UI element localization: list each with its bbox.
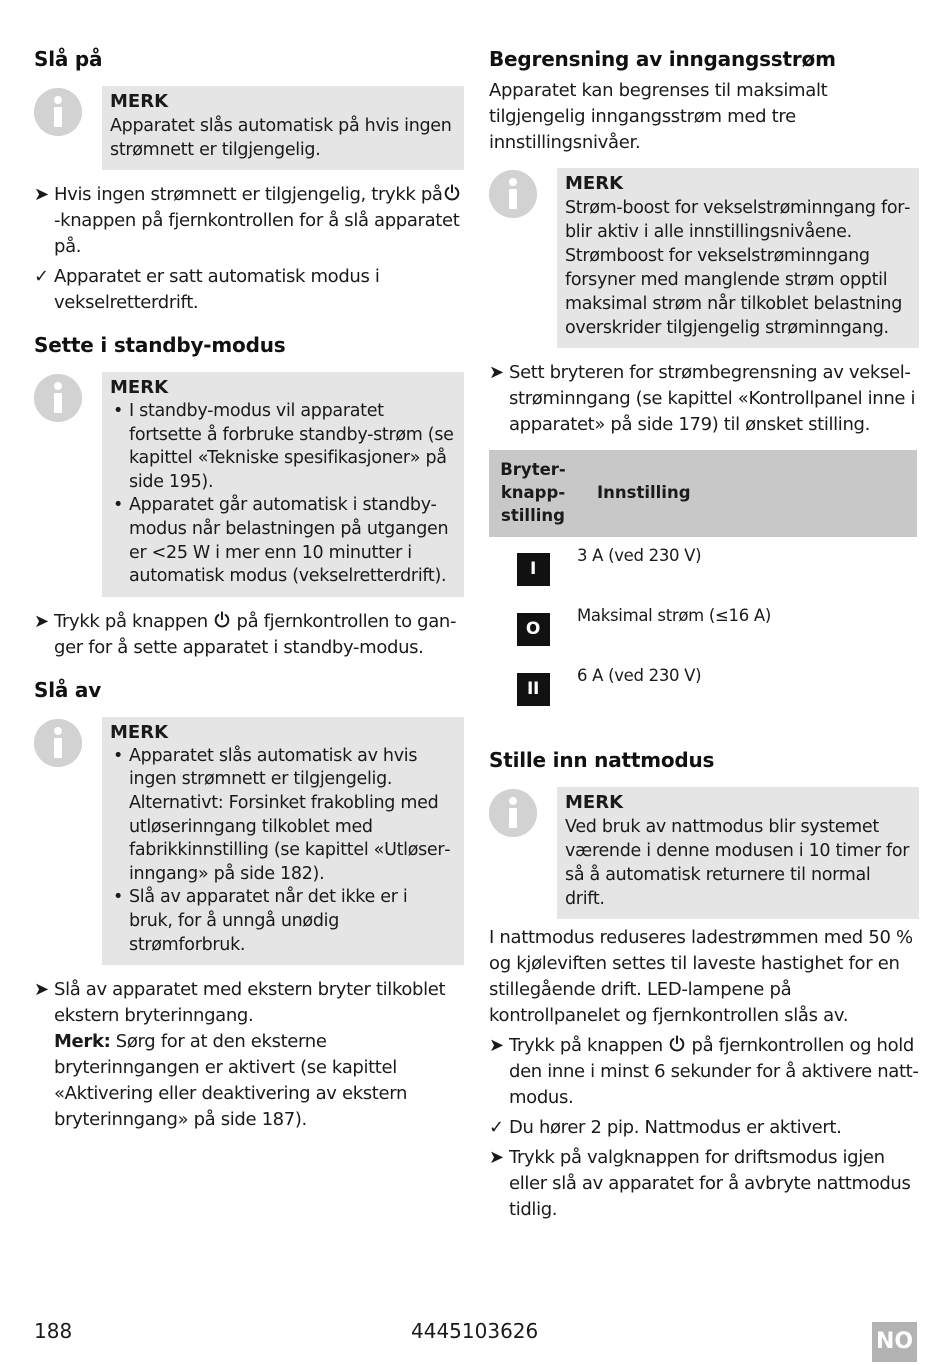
note-title: MERK xyxy=(565,792,624,813)
note-list xyxy=(110,745,456,957)
step-note-text: Sørg for at den eksterne bryterinngangen er aktivert (se kapittel «Aktivering eller deaktivering av ekstern bryterinngang» på side 187). xyxy=(54,1031,408,1131)
info-icon xyxy=(489,789,537,837)
step-instruction xyxy=(489,360,919,438)
step-instruction xyxy=(34,182,464,260)
note-sla-av xyxy=(34,717,464,965)
step-text: Slå av apparatet med ekstern bryter tilkoblet ekstern bryterinngang. xyxy=(54,979,446,1027)
step-result xyxy=(34,264,464,316)
arrow-right-icon: ➤ xyxy=(489,362,504,383)
step-instruction xyxy=(489,1145,919,1223)
step-instruction xyxy=(34,977,464,1133)
note-title: MERK xyxy=(110,721,169,743)
info-icon xyxy=(34,719,82,767)
step-text-b: på fjernkontrollen og hold den inne i minst 6 sekunder for å aktivere nattmodus. xyxy=(509,1035,919,1108)
language-badge: NO xyxy=(872,1322,917,1362)
switch-position-icon: O xyxy=(517,613,550,646)
arrow-right-icon: ➤ xyxy=(34,979,49,1001)
table-header-row xyxy=(489,450,917,537)
intro-paragraph: Apparatet kan begrenses til maksimalt tilgjengelig inngangsstrøm med tre innstillingsnivåer. xyxy=(489,80,828,153)
arrow-right-icon: ➤ xyxy=(34,184,49,205)
power-icon xyxy=(668,1035,686,1053)
note-title: MERK xyxy=(110,377,169,398)
section-title-inngangsstrom: Begrensning av inngangsstrøm xyxy=(489,47,836,71)
table-header-setting: Innstilling xyxy=(577,450,917,537)
note-standby xyxy=(34,372,464,597)
note-box xyxy=(102,717,464,965)
table-cell-setting: 3 A (ved 230 V) xyxy=(577,546,702,565)
step-note xyxy=(54,1029,464,1133)
checkmark-icon: ✓ xyxy=(489,1117,504,1138)
note-text: Strøm-boost for vekselstrøminngang forblir aktiv i alle innstillingsnivåene. Strømboost for vekselstrøminngang forsyner med manglende strøm opptil maksimal strøm når tilkoblet belastning overskrider tilgjengelig strøminngang. xyxy=(565,198,911,338)
power-icon xyxy=(443,184,461,202)
checkmark-icon: ✓ xyxy=(34,266,49,287)
left-column xyxy=(34,44,464,1133)
section-title-nattmodus: Stille inn nattmodus xyxy=(489,748,715,772)
note-title: MERK xyxy=(565,173,624,194)
document-number: 4445103626 xyxy=(411,1319,539,1343)
switch-position-icon: I xyxy=(517,553,550,586)
note-sla-pa xyxy=(34,86,464,170)
note-list xyxy=(110,400,456,589)
note-nattmodus xyxy=(489,787,919,919)
note-text: Apparatet slås automatisk på hvis ingen strømnett er tilgjengelig. xyxy=(110,116,452,160)
step-text: Trykk på valgknappen for driftsmodus igjen eller slå av apparatet for å avbryte nattmodus tidlig. xyxy=(509,1147,911,1220)
table-header-switch: Bryterknappstilling xyxy=(489,450,577,537)
note-box xyxy=(102,86,464,170)
section-title-sla-pa: Slå på xyxy=(34,47,103,71)
table-row xyxy=(489,597,917,657)
step-instruction xyxy=(34,609,464,661)
nattmodus-paragraph: I nattmodus reduseres ladestrømmen med 50 % og kjøleviften settes til laveste hastighet for en stillegående drift. LED-lampene på kontrollpanelet og fjernkontrollen slås av. xyxy=(489,927,913,1026)
arrow-right-icon: ➤ xyxy=(489,1035,504,1056)
table-row xyxy=(489,537,917,597)
power-icon xyxy=(213,611,231,629)
step-text-a: Trykk på knappen xyxy=(54,610,208,632)
note-box xyxy=(102,372,464,597)
table-cell-symbol xyxy=(489,597,577,657)
note-inngangsstrom xyxy=(489,168,919,348)
table-row xyxy=(489,657,917,717)
list-item: • I standby-modus vil apparatet fortsette å forbruke standby-strøm (se kapittel «Tekniske spesifikasjoner» på side 195). xyxy=(110,400,456,494)
result-text: Apparatet er satt automatisk modus i vekselretterdrift. xyxy=(54,266,380,313)
arrow-right-icon: ➤ xyxy=(489,1147,504,1168)
right-column xyxy=(489,44,919,1223)
step-text-a: Trykk på knappen xyxy=(509,1035,663,1056)
step-text-b: på fjernkontrollen to ganger for å sette apparatet i standby-modus. xyxy=(54,610,457,658)
list-item: • Apparatet går automatisk i standby-modus når belastningen på utgangen er <25 W i mer enn 10 minutter i automatisk modus (vekselretterdrift). xyxy=(110,494,456,588)
step-result xyxy=(489,1115,919,1141)
settings-table xyxy=(489,450,917,717)
note-text: Ved bruk av nattmodus blir systemet værende i denne modusen i 10 timer for så å automatisk returnere til normal drift. xyxy=(565,817,910,909)
switch-position-icon: II xyxy=(517,673,550,706)
section-title-standby: Sette i standby-modus xyxy=(34,333,286,357)
note-title: MERK xyxy=(110,91,169,112)
page-number: 188 xyxy=(34,1319,73,1343)
list-item: • Slå av apparatet når det ikke er i bruk, for å unngå unødig strømforbruk. xyxy=(110,886,456,957)
table-cell-symbol xyxy=(489,537,577,597)
note-box xyxy=(557,787,919,919)
step-text-b: -knappen på fjernkontrollen for å slå apparatet på. xyxy=(54,210,460,257)
step-note-label: Merk: xyxy=(54,1031,111,1053)
step-text-a: Hvis ingen strømnett er tilgjengelig, trykk på xyxy=(54,184,443,205)
info-icon xyxy=(34,88,82,136)
step-text: Sett bryteren for strømbegrensning av vekselstrøminngang (se kapittel «Kontrollpanel inne i apparatet» på side 179) til ønsket stilling. xyxy=(509,362,916,435)
arrow-right-icon: ➤ xyxy=(34,610,49,632)
table-cell-setting: Maksimal strøm (≤16 A) xyxy=(577,606,771,625)
section-title-sla-av: Slå av xyxy=(34,677,102,702)
info-icon xyxy=(489,170,537,218)
table-cell-symbol xyxy=(489,657,577,717)
result-text: Du hører 2 pip. Nattmodus er aktivert. xyxy=(509,1117,842,1138)
list-item: • Apparatet slås automatisk av hvis ingen strømnett er tilgjengelig. Alternativt: Forsinket frakobling med utløserinngang tilkoblet med fabrikkinnstilling (se kapittel «Utløserinngang» på side 182). xyxy=(110,745,456,887)
info-icon xyxy=(34,374,82,422)
note-box xyxy=(557,168,919,348)
table-cell-setting: 6 A (ved 230 V) xyxy=(577,666,702,685)
step-instruction xyxy=(489,1033,919,1111)
